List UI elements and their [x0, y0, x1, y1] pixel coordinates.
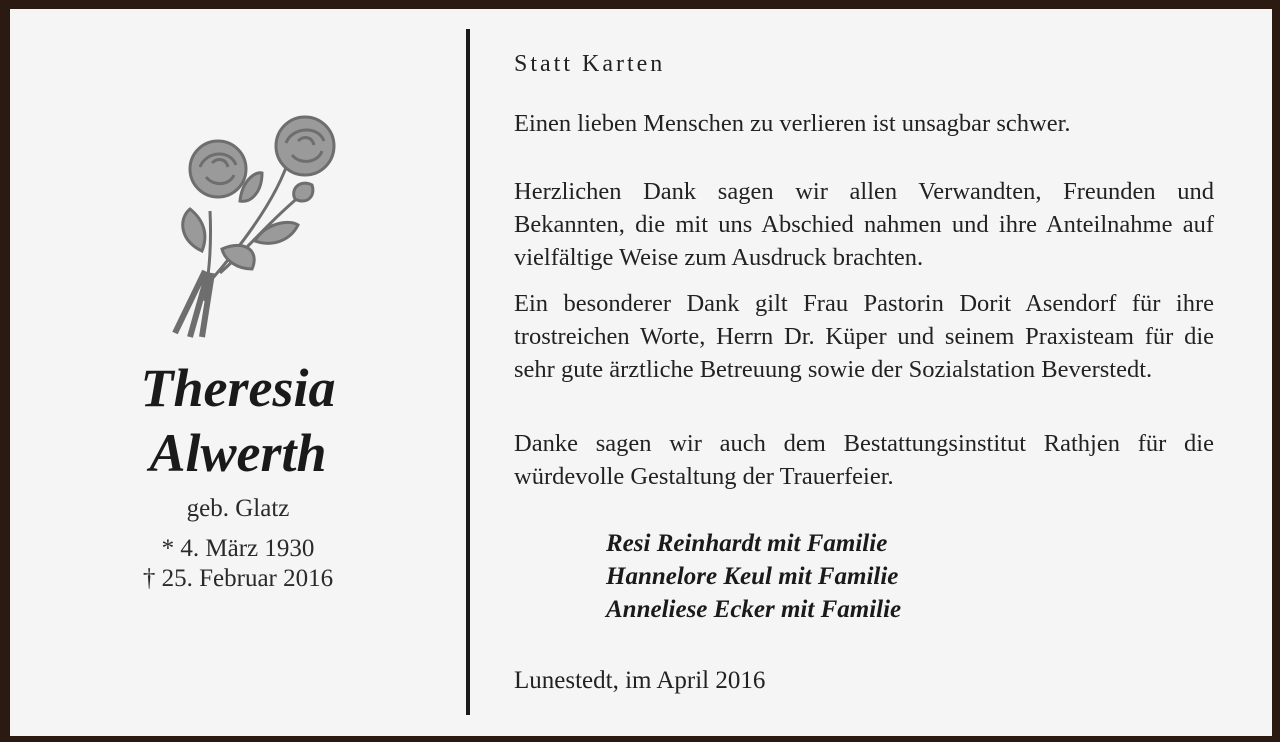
paragraph-3: Ein besonderer Dank gilt Frau Pastorin Dorit Asendorf für ihre trostreichen Worte, Herrn Dr. Küper und seinem Praxisteam für die sehr gute ärztliche Betreuung sowie der Sozialstation Beverstedt.	[514, 290, 1214, 383]
last-name: Alwerth	[149, 423, 327, 483]
place-date: Lunestedt, im April 2016	[514, 667, 766, 694]
vertical-divider	[466, 29, 470, 715]
signature-1: Resi Reinhardt mit Familie	[606, 530, 888, 557]
roses-icon	[150, 101, 350, 341]
paragraph-4: Danke sagen wir auch dem Bestattungsinstitut Rathjen für die würdevolle Gestaltung der Trauerfeier.	[514, 430, 1214, 490]
left-panel	[10, 9, 466, 736]
obituary-card	[10, 9, 1272, 736]
signature-2: Hannelore Keul mit Familie	[606, 563, 899, 590]
heading: Statt Karten	[514, 51, 666, 77]
birth-name: geb. Glatz	[186, 495, 290, 522]
first-name: Theresia	[140, 358, 336, 418]
death-date: † 25. Februar 2016	[142, 565, 334, 592]
birth-date: * 4. März 1930	[161, 535, 315, 562]
paragraph-1: Einen lieben Menschen zu verlieren ist unsagbar schwer.	[514, 110, 1071, 137]
paragraph-2: Herzlichen Dank sagen wir allen Verwandten, Freunden und Bekannten, die mit uns Abschied nahmen und ihre Anteilnahme auf vielfältige Weise zum Ausdruck brachten.	[514, 178, 1214, 271]
signature-3: Anneliese Ecker mit Familie	[606, 596, 902, 623]
